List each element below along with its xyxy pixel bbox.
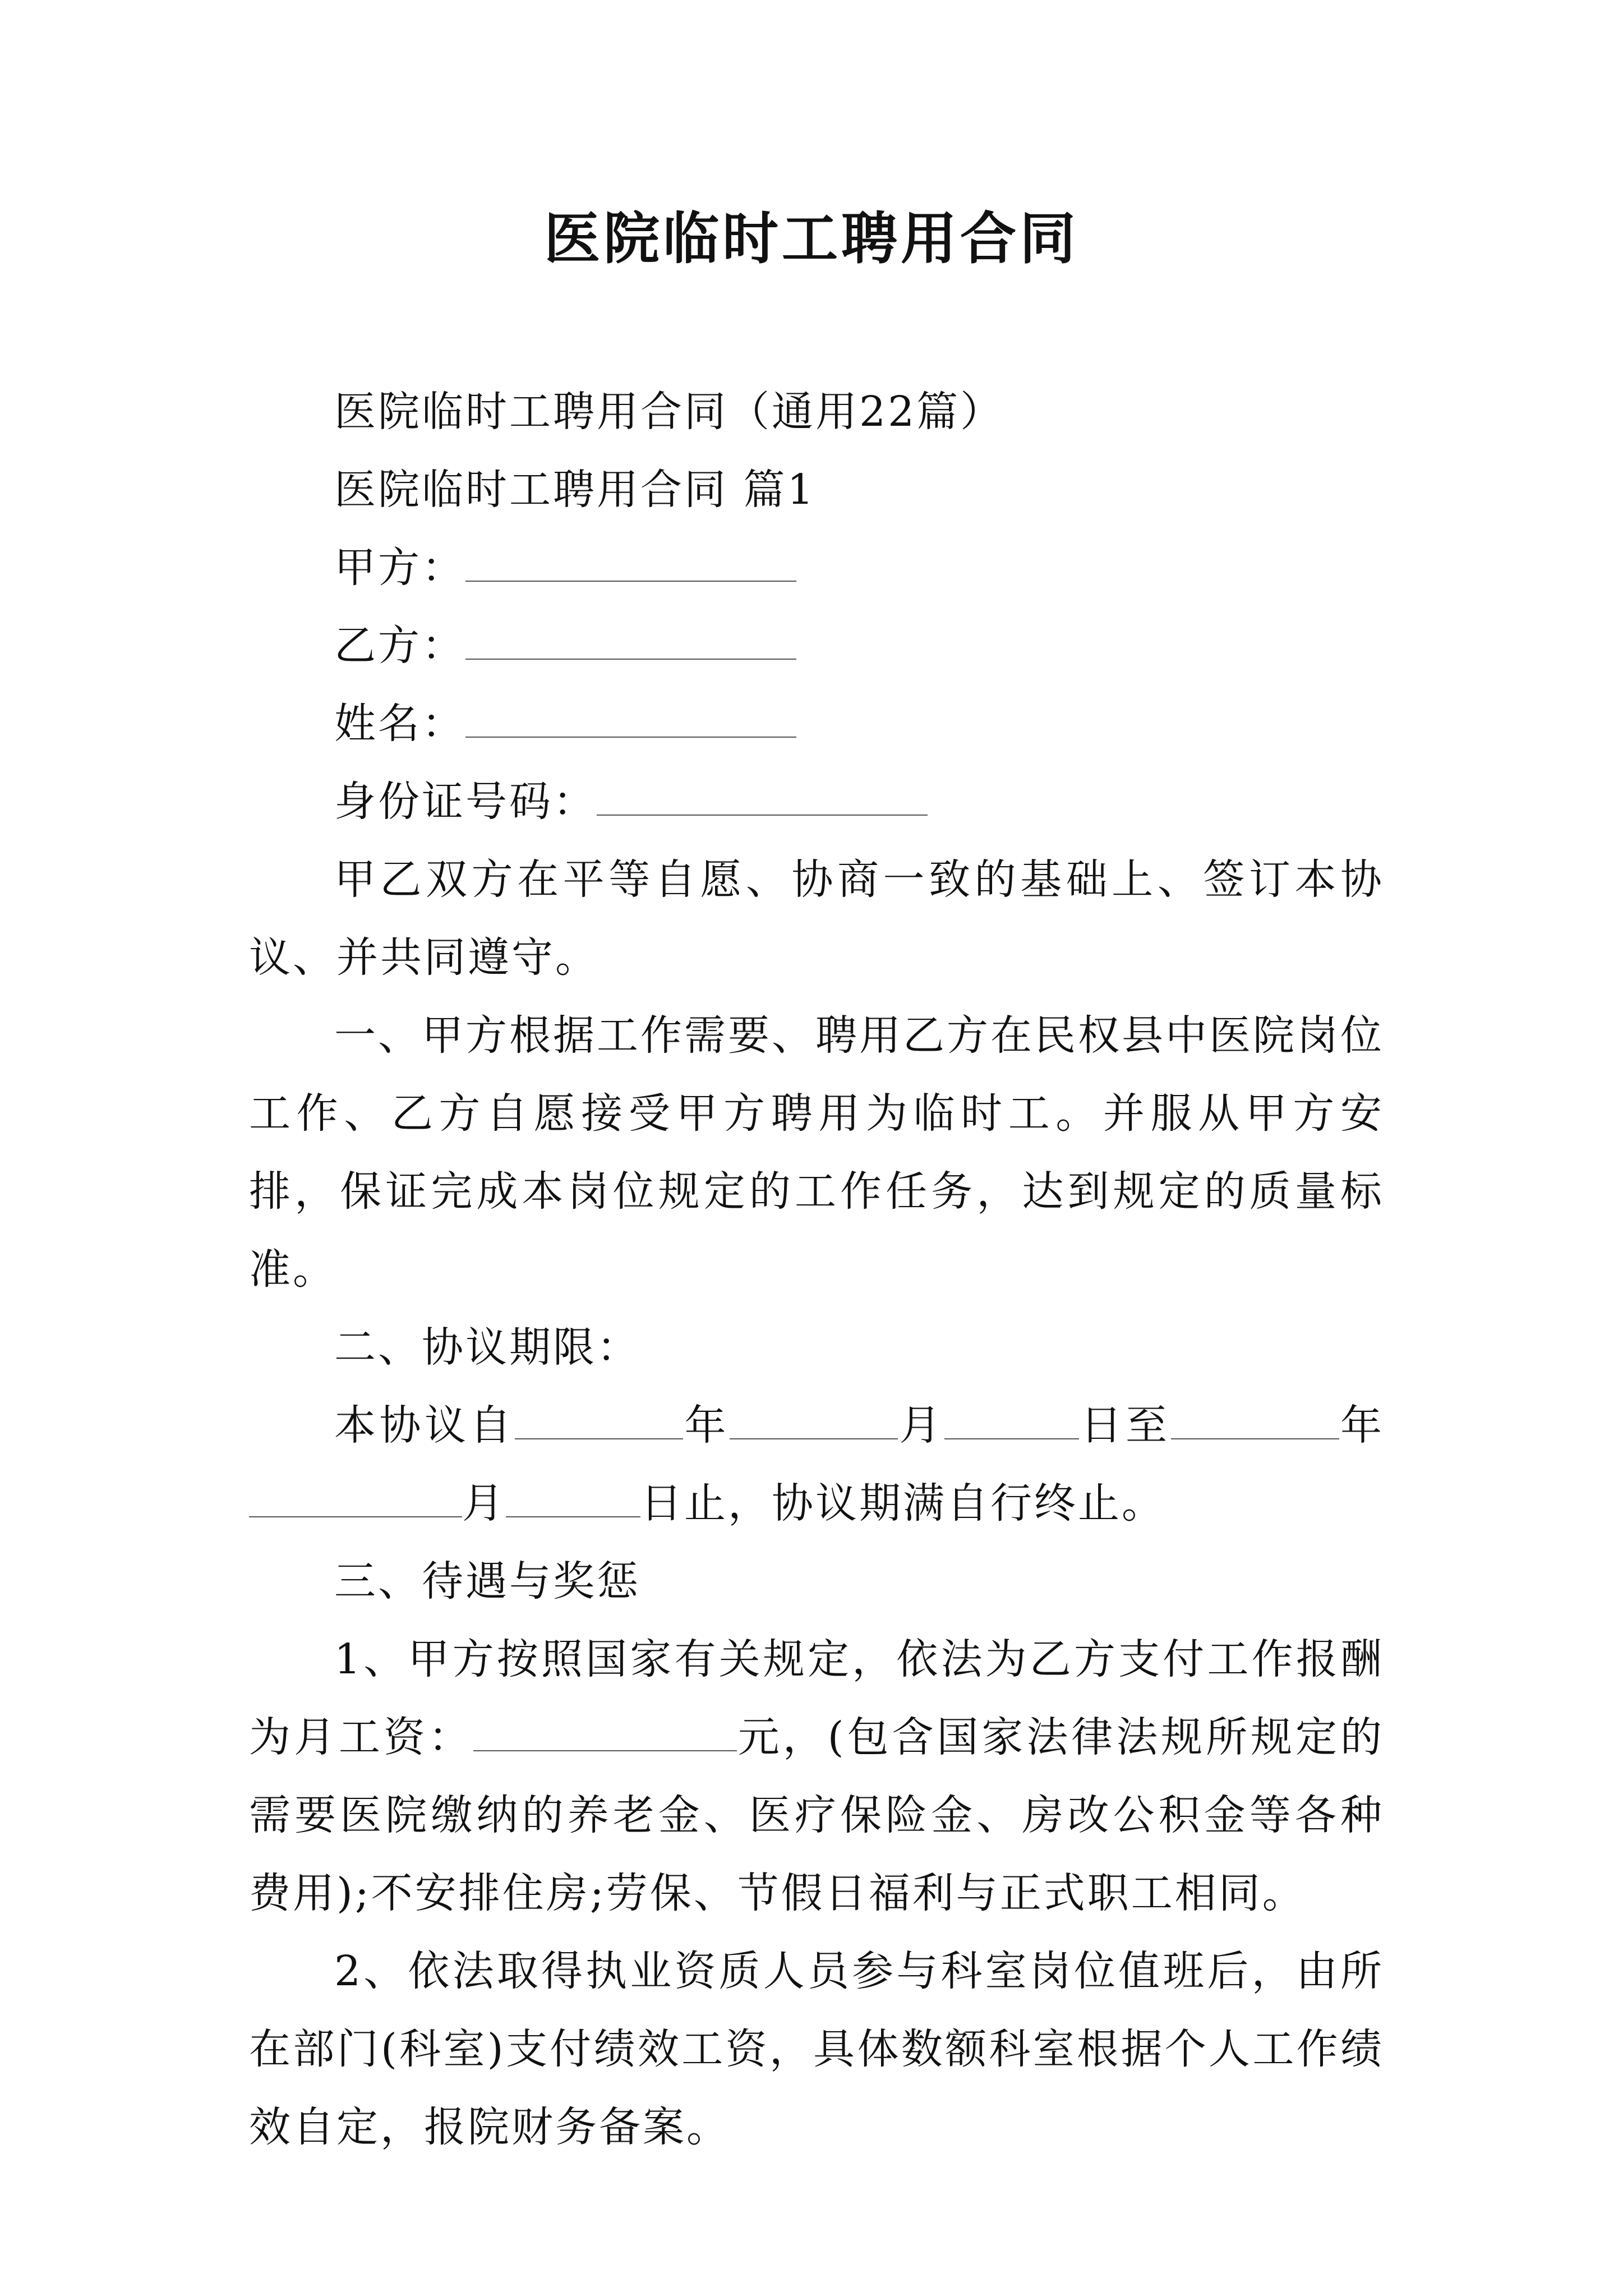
subtitle: 医院临时工聘用合同（通用22篇） [334, 388, 1004, 436]
section-heading: 医院临时工聘用合同 篇1 [334, 466, 816, 514]
id-field [249, 763, 1384, 841]
start-year-blank[interactable] [515, 1406, 683, 1439]
party-a-label: 甲方： [334, 544, 465, 592]
party-b-blank[interactable] [465, 626, 796, 660]
salary-blank[interactable] [473, 1718, 737, 1751]
name-blank[interactable] [465, 704, 796, 738]
term-month-label: 月 [898, 1401, 944, 1450]
term-day-to-label: 日至 [1079, 1401, 1171, 1450]
term-month2-label: 月 [462, 1479, 506, 1527]
term-paragraph [249, 1387, 1384, 1543]
pay-suffix: 元，(包含国家法律法规所规定的需要医院缴纳的养老金、医疗保险金、房改公积金等各种费用);不安排住房;劳保、节假日福利与正式职工相同。 [249, 1713, 1384, 1917]
term-year2-label: 年 [1339, 1401, 1384, 1450]
end-month-blank[interactable] [249, 1484, 462, 1517]
clause-2-heading: 二、协议期限： [334, 1323, 640, 1372]
clause-1-paragraph: 一、甲方根据工作需要、聘用乙方在民权县中医院岗位工作、乙方自愿接受甲方聘用为临时工。并服从甲方安排，保证完成本岗位规定的工作任务，达到规定的质量标准。 [249, 1011, 1384, 1294]
name-field [249, 685, 1384, 763]
term-year-label: 年 [683, 1401, 730, 1450]
start-month-blank[interactable] [730, 1406, 898, 1439]
term-prefix: 本协议自 [334, 1401, 515, 1450]
intro-paragraph: 甲乙双方在平等自愿、协商一致的基础上、签订本协议、并共同遵守。 [249, 855, 1384, 982]
performance-paragraph: 2、依法取得执业资质人员参与科室岗位值班后，由所在部门(科室)支付绩效工资，具体数额科室根据个人工作绩效自定，报院财务备案。 [249, 1947, 1384, 2151]
id-blank[interactable] [597, 782, 928, 816]
end-year-blank[interactable] [1171, 1406, 1339, 1439]
start-day-blank[interactable] [944, 1406, 1079, 1439]
document-title: 医院临时工聘用合同 [544, 205, 1079, 272]
party-b-label: 乙方： [334, 622, 465, 670]
pay-paragraph [249, 1621, 1384, 1932]
pay-prefix: 1、甲方按照国家有关规定，依法为乙方支付工作报酬为月工资： [249, 1635, 1384, 1761]
party-a-blank[interactable] [465, 548, 796, 582]
document-body [249, 373, 1384, 2166]
name-label: 姓名： [334, 700, 465, 748]
clause-3-heading: 三、待遇与奖惩 [334, 1557, 640, 1605]
end-day-blank[interactable] [506, 1484, 640, 1517]
term-end-text: 日止，协议期满自行终止。 [640, 1479, 1165, 1527]
party-b-field [249, 607, 1384, 685]
id-label: 身份证号码： [334, 777, 597, 826]
party-a-field [249, 529, 1384, 607]
